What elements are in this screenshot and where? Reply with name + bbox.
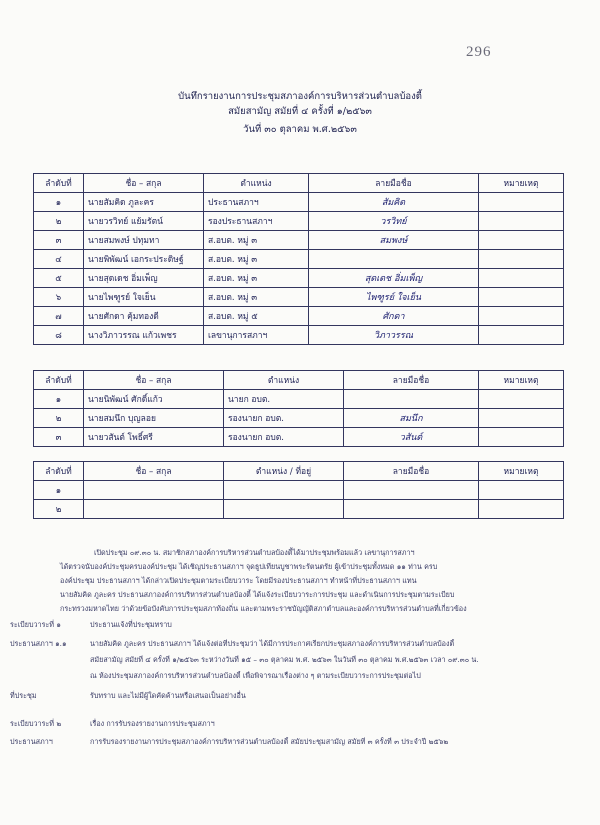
agenda-item bbox=[10, 737, 570, 755]
members-header-row bbox=[34, 174, 564, 193]
row-name: นางวิภาวรรณ แก้วเพชร bbox=[84, 326, 204, 345]
row-note bbox=[479, 193, 564, 212]
agenda-label: ระเบียบวาระที่ ๑ bbox=[10, 620, 61, 629]
agenda-text: ณ ห้องประชุมสภาองค์การบริหารส่วนตำบลบ้องตี้ เพื่อพิจารณาเรื่องต่าง ๆ ตามระเบียบวาระการประชุมต่อไป bbox=[90, 671, 421, 680]
opening-line: องค์ประชุม ประธานสภาฯ ได้กล่าวเปิดประชุมตามระเบียบวาระ โดยมีรองประธานสภาฯ ทำหน้าที่ประธานสภาฯ แทน bbox=[60, 576, 417, 585]
opening-paragraph bbox=[60, 546, 560, 616]
row-signature: วรวิทย์ bbox=[309, 212, 479, 231]
row-position bbox=[224, 500, 344, 519]
agenda-item bbox=[10, 691, 570, 719]
row-note bbox=[479, 231, 564, 250]
agenda-section bbox=[10, 620, 570, 755]
row-note bbox=[479, 500, 564, 519]
col-header-position: ตำแหน่ง bbox=[224, 371, 344, 390]
table-row bbox=[34, 481, 564, 500]
attendees-table bbox=[33, 370, 564, 447]
table-row bbox=[34, 250, 564, 269]
row-position: รองนายก อบต. bbox=[224, 409, 344, 428]
agenda-text: สมัยสามัญ สมัยที่ ๔ ครั้งที่ ๑/๒๕๖๓ ระหว่างวันที่ ๑๕ – ๓๐ ตุลาคม พ.ศ. ๒๕๖๓ ในวันที่ ๓๐ ตุลาคม พ.ศ.๒๕๖๓ เวลา ๐๙.๓๐ น. bbox=[90, 655, 479, 664]
row-position: เลขานุการสภาฯ bbox=[204, 326, 309, 345]
table-row bbox=[34, 193, 564, 212]
row-name: นายศักดา คุ้มทองดี bbox=[84, 307, 204, 326]
row-signature: ไพฑูรย์ ใจเย็น bbox=[309, 288, 479, 307]
row-number: ๒ bbox=[34, 212, 84, 231]
agenda-item bbox=[10, 620, 570, 639]
row-note bbox=[479, 428, 564, 447]
col-header-position: ตำแหน่ง / ที่อยู่ bbox=[224, 462, 344, 481]
col-header-signature: ลายมือชื่อ bbox=[344, 462, 479, 481]
col-header-no: ลำดับที่ bbox=[34, 174, 84, 193]
agenda-label: ประธานสภาฯ ๑.๑ bbox=[10, 639, 67, 648]
row-name: นายวรวิทย์ แย้มรัตน์ bbox=[84, 212, 204, 231]
row-position: ส.อบต. หมู่ ๓ bbox=[204, 250, 309, 269]
agenda-label: ที่ประชุม bbox=[10, 691, 37, 700]
row-number: ๕ bbox=[34, 269, 84, 288]
row-name: นายนิพัฒน์ ศักดิ์แก้ว bbox=[84, 390, 224, 409]
table-row bbox=[34, 307, 564, 326]
agenda-text: เรื่อง การรับรองรายงานการประชุมสภาฯ bbox=[90, 719, 215, 728]
session-line: สมัยสามัญ สมัยที่ ๔ ครั้งที่ ๑/๒๕๖๓ bbox=[228, 106, 372, 117]
table-row bbox=[34, 288, 564, 307]
members-table bbox=[33, 173, 564, 345]
agenda-item bbox=[10, 639, 570, 655]
row-position: รองนายก อบต. bbox=[224, 428, 344, 447]
row-name: นายสุดเดช อิ่มเพ็ญ bbox=[84, 269, 204, 288]
row-number: ๑ bbox=[34, 193, 84, 212]
row-number: ๓ bbox=[34, 428, 84, 447]
col-header-name: ชื่อ – สกุล bbox=[84, 462, 224, 481]
col-header-note: หมายเหตุ bbox=[479, 462, 564, 481]
row-signature: สมนึก bbox=[344, 409, 479, 428]
row-name bbox=[84, 481, 224, 500]
row-number: ๖ bbox=[34, 288, 84, 307]
row-name: นายสมนึก บุญลอย bbox=[84, 409, 224, 428]
row-number: ๑ bbox=[34, 481, 84, 500]
row-number: ๒ bbox=[34, 500, 84, 519]
agenda-label: ระเบียบวาระที่ ๒ bbox=[10, 719, 62, 728]
col-header-no: ลำดับที่ bbox=[34, 462, 84, 481]
agenda-text: รับทราบ และไม่มีผู้ใดคัดค้านหรือเสนอเป็นอย่างอื่น bbox=[90, 691, 246, 700]
meeting-date: วันที่ ๓๐ ตุลาคม พ.ศ.๒๕๖๓ bbox=[243, 124, 357, 135]
table-row bbox=[34, 500, 564, 519]
row-position: ส.อบต. หมู่ ๕ bbox=[204, 307, 309, 326]
row-signature: สัมคิด bbox=[309, 193, 479, 212]
row-number: ๑ bbox=[34, 390, 84, 409]
agenda-item bbox=[10, 719, 570, 737]
table-row bbox=[34, 326, 564, 345]
col-header-position: ตำแหน่ง bbox=[204, 174, 309, 193]
row-name: นายพิพัฒน์ เอกระประดิษฐ์ bbox=[84, 250, 204, 269]
row-signature: สมพงษ์ bbox=[309, 231, 479, 250]
page-number: 296 bbox=[466, 44, 492, 60]
agenda-label: ประธานสภาฯ bbox=[10, 737, 53, 746]
row-name: นายวสันต์ โพธิ์ศรี bbox=[84, 428, 224, 447]
row-signature bbox=[344, 481, 479, 500]
row-name: นายสัมคิด ภูละคร bbox=[84, 193, 204, 212]
row-name: นายสมพงษ์ ปทุมทา bbox=[84, 231, 204, 250]
agenda-text: การรับรองรายงานการประชุมสภาองค์การบริหารส่วนตำบลบ้องตี้ สมัยประชุมสามัญ สมัยที่ ๓ ครั้งที่ ๓ ประจำปี ๒๕๖๒ bbox=[90, 737, 449, 746]
row-number: ๘ bbox=[34, 326, 84, 345]
row-number: ๗ bbox=[34, 307, 84, 326]
opening-line: นายสัมคิด ภูละคร ประธานสภาองค์การบริหารส่วนตำบลบ้องตี้ ได้แจ้งระเบียบวาระการประชุม และดำเนินการประชุมตามระเบียบ bbox=[60, 590, 455, 599]
row-signature: สุดเดช อิ่มเพ็ญ bbox=[309, 269, 479, 288]
row-note bbox=[479, 307, 564, 326]
table-row bbox=[34, 428, 564, 447]
row-note bbox=[479, 250, 564, 269]
row-signature bbox=[344, 500, 479, 519]
attendees-header-row bbox=[34, 371, 564, 390]
row-note bbox=[479, 326, 564, 345]
col-header-signature: ลายมือชื่อ bbox=[344, 371, 479, 390]
row-number: ๔ bbox=[34, 250, 84, 269]
row-note bbox=[479, 288, 564, 307]
row-signature: วสันต์ bbox=[344, 428, 479, 447]
table-row bbox=[34, 231, 564, 250]
row-signature bbox=[309, 250, 479, 269]
opening-line: เปิดประชุม ๐๙.๓๐ น. สมาชิกสภาองค์การบริหารส่วนตำบลบ้องตี้ได้มาประชุมพร้อมแล้ว เลขานุการสภาฯ bbox=[94, 548, 415, 557]
table-row bbox=[34, 269, 564, 288]
row-signature: วิภาวรรณ bbox=[309, 326, 479, 345]
col-header-signature: ลายมือชื่อ bbox=[309, 174, 479, 193]
absent-header-row bbox=[34, 462, 564, 481]
row-signature: ศักดา bbox=[309, 307, 479, 326]
col-header-note: หมายเหตุ bbox=[479, 174, 564, 193]
row-position: ส.อบต. หมู่ ๓ bbox=[204, 269, 309, 288]
col-header-name: ชื่อ – สกุล bbox=[84, 174, 204, 193]
row-name: นายไพฑูรย์ ใจเย็น bbox=[84, 288, 204, 307]
row-note bbox=[479, 212, 564, 231]
agenda-text: ประธานแจ้งที่ประชุมทราบ bbox=[90, 620, 172, 629]
row-position: นายก อบต. bbox=[224, 390, 344, 409]
row-number: ๓ bbox=[34, 231, 84, 250]
row-position: ส.อบต. หมู่ ๓ bbox=[204, 231, 309, 250]
agenda-text: นายสัมคิด ภูละคร ประธานสภาฯ ได้แจ้งต่อที่ประชุมว่า ได้มีการประกาศเรียกประชุมสภาองค์การบริหารส่วนตำบลบ้องตี้ bbox=[90, 639, 455, 648]
row-position bbox=[224, 481, 344, 500]
row-position: ส.อบต. หมู่ ๓ bbox=[204, 288, 309, 307]
row-note bbox=[479, 390, 564, 409]
row-note bbox=[479, 409, 564, 428]
opening-line: ได้ตรวจนับองค์ประชุมครบองค์ประชุม ได้เชิญประธานสภาฯ จุดธูปเทียนบูชาพระรัตนตรัย ผู้เข้าประชุมทั้งหมด ๑๑ ท่าน ครบ bbox=[60, 562, 438, 571]
row-number: ๒ bbox=[34, 409, 84, 428]
row-note bbox=[479, 269, 564, 288]
table-row bbox=[34, 212, 564, 231]
row-name bbox=[84, 500, 224, 519]
absent-table bbox=[33, 461, 564, 519]
table-row bbox=[34, 409, 564, 428]
row-position: รองประธานสภาฯ bbox=[204, 212, 309, 231]
table-row bbox=[34, 390, 564, 409]
col-header-name: ชื่อ – สกุล bbox=[84, 371, 224, 390]
opening-line: กระทรวงมหาดไทย ว่าด้วยข้อบังคับการประชุมสภาท้องถิ่น และตามพระราชบัญญัติสภาตำบลและองค์การบริหารส่วนตำบลที่เกี่ยวข้อง bbox=[60, 604, 467, 613]
agenda-item bbox=[10, 671, 570, 691]
col-header-no: ลำดับที่ bbox=[34, 371, 84, 390]
row-position: ประธานสภาฯ bbox=[204, 193, 309, 212]
row-note bbox=[479, 481, 564, 500]
agenda-item bbox=[10, 655, 570, 671]
minutes-title: บันทึกรายงานการประชุมสภาองค์การบริหารส่วนตำบลบ้องตี้ bbox=[178, 91, 422, 102]
row-signature bbox=[344, 390, 479, 409]
col-header-note: หมายเหตุ bbox=[479, 371, 564, 390]
